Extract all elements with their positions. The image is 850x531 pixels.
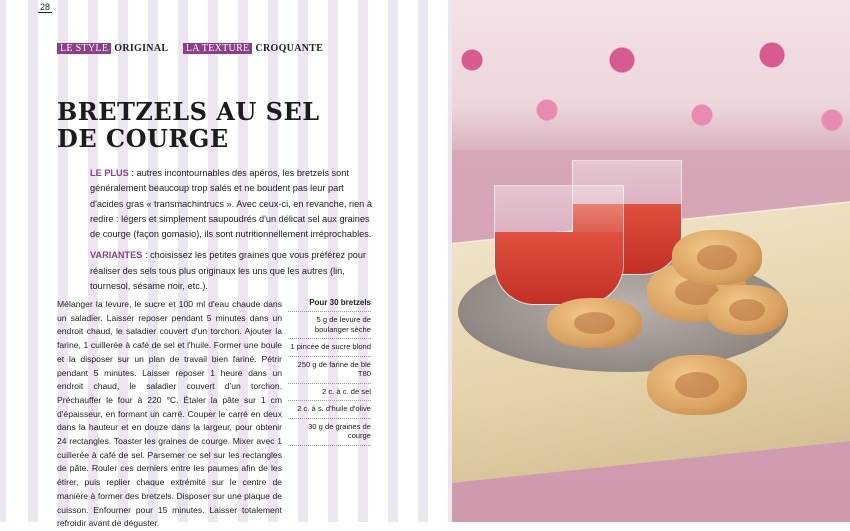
- recipe-method: Mélanger la levure, le sucre et 100 ml d'eau chaude dans un saladier. Laisser reposer pendant 5 minutes dans un endroit chaud, le saladier couvert d'un torchon. Ajouter la farine, 1 cuillerée à café de sel et l'huile. Former une boule et la disposer sur un plan de travail bien fariné. Pétrir pendant 5 minutes. Laisser reposer 1 heure dans un endroit chaud, le saladier couvert d'un torchon. Préchauffer le four à 220 °C. Étaler la pâte sur 1 cm d'épaisseur, en formant un carré. Couper le carré en deux dans la hauteur et en douze dans la largeur, pour obtenir 24 rectangles. Toaster les graines de courge. Mixer avec 1 cuillerée à café de sel. Parsemer ce sel sur les rectangles de pâte. Rouler ces derniers entre les paumes afin de les étirer, puis replier chaque extrémité sur le centre de manière à former des bretzels. Disposer sur une plaque de cuisson. Enfourner pour 15 minutes. Laisser totalement refroidir avant de déguster.: [57, 299, 282, 529]
- ingredient-item: 5 g de levure de boulanger sèche: [288, 312, 371, 339]
- floral-wallpaper: [452, 0, 850, 150]
- le-plus-paragraph: [90, 166, 372, 242]
- tag-texture-value: CROQUANTE: [255, 43, 324, 54]
- variantes-paragraph: [90, 248, 372, 294]
- recipe-title-line1: BRETZELS AU SEL: [57, 97, 320, 126]
- ingredient-item: 2 c. à s. d'huile d'olive: [288, 401, 371, 419]
- le-plus-label: LE PLUS: [90, 168, 129, 178]
- variantes-text: : choisissez les petites graines que vous préférez pour réaliser des sels tous plus originaux les uns que les autres (lin, tournesol, sésame noir, etc.).: [90, 250, 367, 292]
- le-plus-text: : autres incontournables des apéros, les bretzels sont généralement beaucoup trop salés et ne boudent pas leur part d'acides gras « transmachintrucs ». Avec ceux-ci, en revanche, rien à redire : légers et simplement saupoudrés d'un délicat sel aux graines de courge (façon gomasio), ils sont nutritionnellement irréprochables.: [90, 168, 372, 240]
- pretzel: [647, 355, 747, 415]
- tag-texture-label: LA TEXTURE: [183, 43, 253, 54]
- tag-style-label: LE STYLE: [57, 43, 111, 54]
- glass-front: [494, 185, 624, 305]
- pretzel: [707, 285, 787, 335]
- ingredients-list: [288, 298, 371, 446]
- variantes-label: VARIANTES: [90, 250, 143, 261]
- ingredient-item: 2 c. à c. de sel: [288, 384, 371, 402]
- tag-style-value: ORIGINAL: [114, 43, 169, 54]
- ingredient-item: 250 g de farine de blé T80: [288, 357, 371, 384]
- recipe-intro: [90, 166, 372, 300]
- ingredients-header: Pour 30 bretzels: [288, 298, 371, 312]
- juice: [495, 232, 623, 304]
- ingredient-item: 1 pincée de sucre blond: [288, 339, 371, 357]
- pretzel: [547, 298, 642, 348]
- pretzel: [672, 230, 762, 285]
- recipe-photo: [452, 0, 850, 522]
- page-number: 28: [40, 2, 51, 12]
- recipe-title-line2: DE COURGE: [57, 124, 229, 153]
- recipe-tags: [57, 43, 335, 54]
- ingredient-item: 30 g de graines de courge: [288, 419, 371, 446]
- recipe-title: [57, 98, 357, 152]
